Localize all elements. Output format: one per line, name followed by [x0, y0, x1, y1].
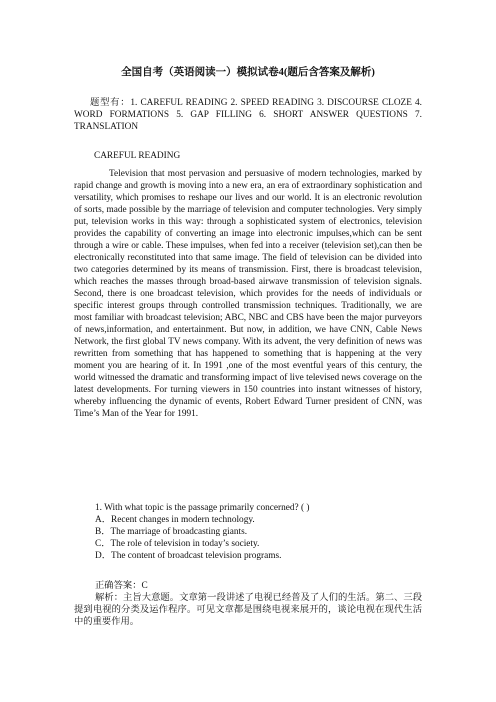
question-block	[74, 502, 422, 562]
question-stem: 1. With what topic is the passage primarily concerned? ( )	[95, 503, 310, 513]
option-b: B．The marriage of broadcasting giants.	[95, 527, 248, 537]
section-heading: CAREFUL READING	[94, 151, 181, 161]
question-types-line	[74, 97, 422, 133]
passage-text: Television that most pervasion and persuasive of modern technologies, marked by rapid change and growth is moving into a new era, an era of extraordinary sophistication and versatility, which promises to reshape our lives and our world. It is an electronic revolution of sorts, made possible by the marriage of television and computer technologies. Very simply put, television works in this way: through a sophisticated system of electronics, television provides the capability of converting an image into electronic impulses,which can be sent through a wire or cable. These impulses, when fed into a receiver (television set),can then be electronically reconstituted into that same image. The field of television can be divided into two categories determined by its means of transmission. First, there is broadcast television, which reaches the masses through broad-based airwave transmission of television signals. Second, there is one broadcast television, which provides for the needs of individuals or specific interest groups through controlled transmission techniques. Traditionally, we are most familiar with broadcast television; ABC, NBC and CBS have been the major purveyors of news,information, and entertainment. But now, in addition, we have CNN, Cable News Network, the first global TV news company. With its advent, the very definition of news was rewritten from something that has happened to something that is happening at the very moment you are hearing of it. In 1991 ,one of the most eventful years of this century, the world witnessed the dramatic and transforming impact of live televised news coverage on the latest developments. For turning viewers in 150 countries into instant witnesses of history, whereby influencing the dynamic of events, Robert Edward Turner president of CNN, was Time’s Man of the Year for 1991.	[74, 169, 422, 419]
question-types-text: 题型有：1. CAREFUL READING 2. SPEED READING 3. DISCOURSE CLOZE 4. WORD FORMATIONS 5. GAP FILLING 6. SHORT ANSWER QUESTIONS 7. TRANSLATION	[74, 98, 422, 132]
answer-analysis: 解析：主旨大意题。文章第一段讲述了电视已经普及了人们的生活。第二、三段提到电视的分类及运作程序。可见文章都是围绕电视来展开的，谈论电视在现代生活中的重要作用。	[74, 593, 422, 627]
document-title: 全国自考（英语阅读一）模拟试卷4(题后含答案及解析)	[121, 67, 375, 78]
answer-block	[74, 580, 422, 628]
option-d: D．The content of broadcast television programs.	[95, 551, 282, 561]
correct-answer: 正确答案：C	[95, 581, 148, 591]
reading-passage	[74, 168, 422, 420]
option-a: A．Recent changes in modern technology.	[95, 515, 255, 525]
option-c: C．The role of television in today’s society.	[95, 539, 260, 549]
